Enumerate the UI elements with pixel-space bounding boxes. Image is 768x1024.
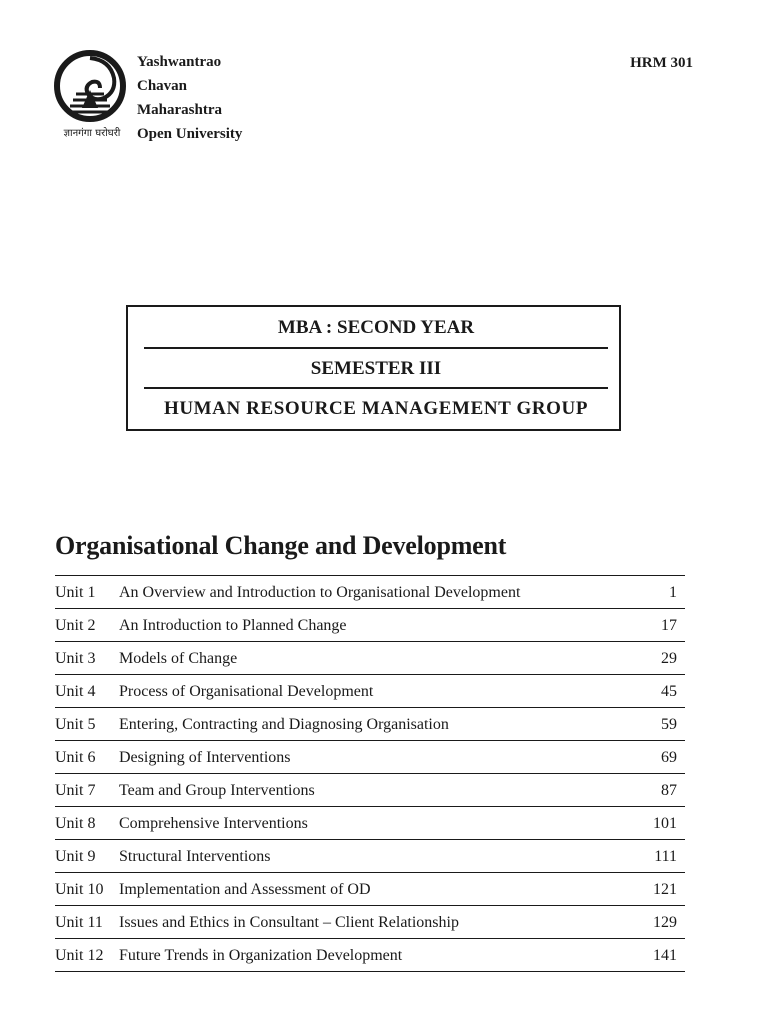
unit-page: 141: [653, 947, 677, 964]
unit-page: 45: [661, 683, 677, 700]
contents-row: [55, 939, 685, 972]
contents-table: [55, 575, 685, 972]
unit-title: Team and Group Interventions: [119, 782, 315, 799]
university-name: [137, 50, 242, 146]
unit-page: 129: [653, 914, 677, 931]
university-name-line: Open University: [137, 126, 243, 142]
unit-title: Structural Interventions: [119, 848, 271, 865]
unit-title: An Overview and Introduction to Organisational Development: [119, 584, 521, 601]
contents-row: [55, 708, 685, 741]
university-name-line: Chavan: [137, 78, 188, 94]
university-name-line: Maharashtra: [137, 102, 222, 118]
unit-page: 1: [669, 584, 677, 601]
unit-title: Entering, Contracting and Diagnosing Organisation: [119, 716, 449, 733]
university-emblem-icon: [52, 50, 128, 126]
program-divider: [144, 387, 608, 389]
program-group: HUMAN RESOURCE MANAGEMENT GROUP: [163, 398, 589, 419]
unit-page: 87: [661, 782, 677, 799]
program-year: MBA : SECOND YEAR: [277, 317, 475, 338]
unit-page: 121: [653, 881, 677, 898]
university-logo: [52, 50, 128, 146]
unit-number: Unit 11: [55, 914, 103, 931]
contents-row: [55, 642, 685, 675]
unit-number: Unit 12: [55, 947, 104, 964]
course-code: HRM 301: [630, 55, 693, 71]
program-divider: [144, 347, 608, 349]
unit-number: Unit 4: [55, 683, 96, 700]
unit-page: 29: [661, 650, 677, 667]
university-name-line: Yashwantrao: [137, 54, 222, 70]
unit-title: Comprehensive Interventions: [119, 815, 308, 832]
unit-number: Unit 1: [55, 584, 96, 601]
contents-row: [55, 774, 685, 807]
unit-page: 111: [654, 848, 677, 865]
contents-row: [55, 741, 685, 774]
unit-title: Models of Change: [119, 650, 238, 667]
unit-number: Unit 6: [55, 749, 96, 766]
unit-number: Unit 7: [55, 782, 96, 799]
book-title: Organisational Change and Development: [55, 531, 507, 560]
unit-title: Future Trends in Organization Development: [119, 947, 403, 964]
unit-title: Process of Organisational Development: [119, 683, 374, 700]
contents-row: [55, 873, 685, 906]
program-semester: SEMESTER III: [310, 358, 442, 379]
unit-title: An Introduction to Planned Change: [119, 617, 347, 634]
unit-page: 101: [653, 815, 677, 832]
logo-tagline: ज्ञानगंगा घरोघरी: [63, 128, 121, 139]
unit-title: Designing of Interventions: [119, 749, 291, 766]
unit-number: Unit 3: [55, 650, 96, 667]
contents-row: [55, 609, 685, 642]
unit-number: Unit 8: [55, 815, 96, 832]
unit-page: 17: [661, 617, 677, 634]
unit-page: 69: [661, 749, 677, 766]
contents-row: [55, 576, 685, 609]
page-header: [50, 46, 710, 146]
unit-number: Unit 10: [55, 881, 104, 898]
contents-row: [55, 675, 685, 708]
contents-row: [55, 807, 685, 840]
unit-number: Unit 2: [55, 617, 96, 634]
unit-number: Unit 9: [55, 848, 96, 865]
program-box: [126, 305, 621, 431]
unit-title: Issues and Ethics in Consultant – Client Relationship: [119, 914, 459, 931]
contents-row: [55, 906, 685, 939]
contents-row: [55, 840, 685, 873]
unit-title: Implementation and Assessment of OD: [119, 881, 371, 898]
unit-page: 59: [661, 716, 677, 733]
unit-number: Unit 5: [55, 716, 96, 733]
